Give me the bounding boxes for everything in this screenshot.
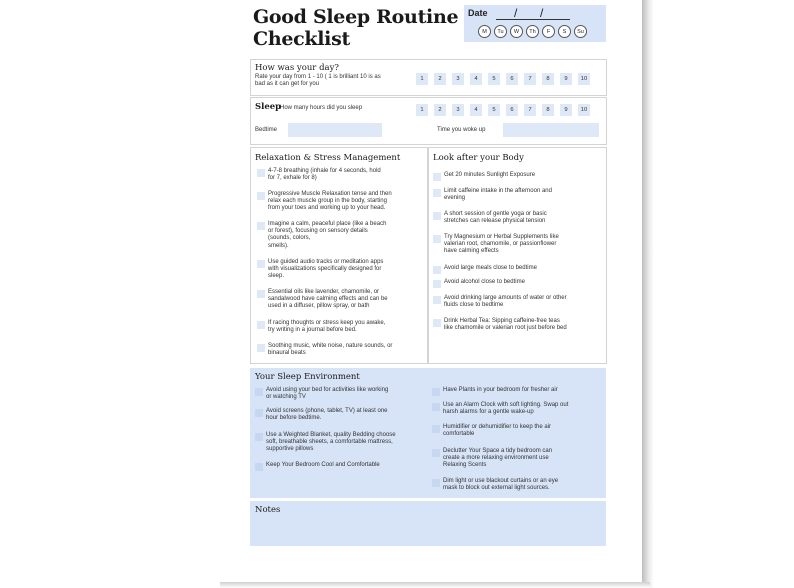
checklist-item — [257, 259, 383, 281]
checkbox[interactable] — [433, 296, 441, 304]
notes-section[interactable] — [250, 501, 606, 546]
sleep-hour-option[interactable]: 3 — [452, 104, 464, 116]
day-rating-option[interactable]: 7 — [524, 73, 536, 85]
text-line: Avoid large meals close to bedtime — [444, 265, 537, 271]
text-line: Keep Your Bedroom Cool and Comfortable — [266, 462, 380, 468]
checklist-item-text — [268, 168, 381, 182]
sleep-hour-option[interactable]: 8 — [542, 104, 554, 116]
checklist-item-text — [444, 265, 537, 272]
text-line: comfortable — [443, 431, 475, 438]
checklist-item — [432, 402, 568, 416]
bedtime-field[interactable] — [288, 123, 382, 137]
checklist-item — [257, 289, 388, 311]
page-title — [253, 6, 458, 50]
checklist-item-text — [444, 295, 567, 309]
text-line: Soothing music, white noise, nature sounds, or — [268, 343, 393, 349]
checklist-item — [433, 172, 535, 181]
text-line: smells). — [268, 242, 289, 249]
text-line: Avoid drinking large amounts of water or other — [444, 295, 567, 301]
checklist-item — [433, 188, 552, 202]
text-line: If racing thoughts or stress keep you awake, — [268, 320, 386, 326]
text-line: Progressive Muscle Relaxation tense and then — [268, 191, 392, 197]
text-line: Use an Alarm Clock with soft lighting. Swap out — [443, 402, 569, 408]
checkbox[interactable] — [255, 388, 263, 396]
checkbox[interactable] — [432, 425, 440, 433]
day-circle[interactable]: F — [542, 25, 555, 38]
environment-heading: Your Sleep Environment — [255, 372, 360, 382]
sleep-heading: Sleep — [255, 102, 282, 112]
checklist-item — [257, 168, 381, 182]
day-rating-option[interactable]: 10 — [578, 73, 590, 85]
text-line: stretches can release physical tension — [444, 218, 546, 225]
checklist-item-text — [268, 259, 383, 281]
text-line: Imagine a calm, peaceful place (like a beach — [268, 221, 387, 227]
day-rating-option[interactable]: 5 — [488, 73, 500, 85]
checklist-item-text — [444, 318, 567, 332]
day-circle[interactable]: Tu — [494, 25, 507, 38]
text-line: Essential oils like lavender, chamomile, or — [268, 289, 380, 295]
date-slash-2: / — [540, 6, 544, 20]
text-line: sleep. — [268, 273, 285, 280]
text-line: sandalwood have calming effects and can be — [268, 296, 388, 303]
checklist-item-text — [444, 211, 547, 225]
title-line-2: Checklist — [253, 28, 350, 50]
text-line: Have Plants in your bedroom for fresher air — [443, 387, 558, 393]
environment-section — [250, 368, 606, 498]
wake-time-field[interactable] — [503, 123, 599, 137]
text-line: Try Magnesium or Herbal Supplements like — [444, 234, 559, 240]
checklist-item — [432, 478, 558, 492]
text-line: mask to block out external light sources. — [443, 485, 550, 492]
text-line: soft, breathable sheets, a comfortable mattress, — [266, 439, 393, 446]
checklist-item — [432, 424, 551, 438]
date-slash-1: / — [514, 6, 518, 20]
day-circle[interactable]: W — [510, 25, 523, 38]
text-line: Drink Herbal Tea: Sipping caffeine-free teas — [444, 318, 560, 324]
text-line: (sounds, colors, — [268, 235, 311, 242]
checkbox[interactable] — [433, 235, 441, 243]
checklist-item — [255, 387, 388, 401]
checkbox[interactable] — [432, 449, 440, 457]
day-circle[interactable]: S — [558, 25, 571, 38]
sleep-hour-option[interactable]: 1 — [416, 104, 428, 116]
checkbox[interactable] — [433, 173, 441, 181]
bedtime-label: Bedtime — [255, 127, 278, 133]
checkbox[interactable] — [257, 321, 265, 329]
text-line: 4-7-8 breathing (inhale for 4 seconds, hold — [268, 168, 381, 174]
sleep-hour-option[interactable]: 5 — [488, 104, 500, 116]
checklist-item-text — [266, 432, 396, 454]
text-line: supportive pillows — [266, 446, 314, 453]
sleep-hour-option[interactable]: 2 — [434, 104, 446, 116]
notes-heading: Notes — [255, 505, 281, 515]
text-line: like chamomile or valerian root just before bed — [444, 325, 567, 332]
text-line: Avoid screens (phone, tablet, TV) at least one — [266, 408, 388, 414]
checklist-item-text — [268, 221, 386, 250]
text-line: evening — [444, 195, 466, 202]
day-rating-option[interactable]: 1 — [416, 73, 428, 85]
text-line: for 7, exhale for 8) — [268, 175, 317, 182]
sleep-section — [250, 97, 607, 145]
day-rating-option[interactable]: 9 — [560, 73, 572, 85]
checklist-item-text — [444, 188, 552, 202]
checkbox[interactable] — [257, 290, 265, 298]
checkbox[interactable] — [432, 479, 440, 487]
checklist-item — [433, 265, 537, 274]
day-rating-section — [250, 59, 607, 96]
weekday-selector — [478, 25, 587, 38]
checkbox[interactable] — [257, 260, 265, 268]
checkbox[interactable] — [433, 212, 441, 220]
checkbox[interactable] — [257, 169, 265, 177]
day-rating-option[interactable]: 6 — [506, 73, 518, 85]
day-circle[interactable]: Su — [574, 25, 587, 38]
text-line: Avoid using your bed for activities like working — [266, 387, 389, 393]
checklist-item-text — [443, 402, 568, 416]
checkbox[interactable] — [433, 266, 441, 274]
checkbox[interactable] — [432, 388, 440, 396]
relaxation-heading: Relaxation & Stress Management — [255, 153, 401, 163]
text-line: try writing in a journal before bed. — [268, 327, 357, 334]
text-line: Relaxing Scents — [443, 462, 487, 469]
checkbox[interactable] — [255, 409, 263, 417]
date-label: Date — [468, 8, 488, 18]
sleep-hour-option[interactable]: 10 — [578, 104, 590, 116]
checkbox[interactable] — [433, 189, 441, 197]
body-heading: Look after your Body — [433, 153, 524, 163]
checklist-item — [255, 432, 396, 454]
sleep-hour-option[interactable]: 6 — [506, 104, 518, 116]
checklist-item-text — [268, 289, 388, 311]
text-line: Declutter Your Space a tidy bedroom can — [443, 448, 553, 454]
checklist-item-text — [268, 343, 392, 357]
text-line: Humidifier or dehumidifier to keep the air — [443, 424, 552, 430]
checklist-item — [257, 343, 392, 357]
text-line: or forest), focusing on sensory details — [268, 228, 368, 235]
sleep-hour-option[interactable]: 4 — [470, 104, 482, 116]
checkbox[interactable] — [257, 222, 265, 230]
day-rating-option[interactable]: 2 — [434, 73, 446, 85]
sleep-desc: How many hours did you sleep — [280, 105, 363, 111]
checkbox[interactable] — [257, 192, 265, 200]
day-circle[interactable]: M — [478, 25, 491, 38]
day-rating-desc-2: bad as it can get for you — [255, 81, 320, 87]
text-line: relax each muscle group in the body, starting — [268, 198, 387, 205]
checklist-item — [433, 234, 559, 256]
text-line: or watching TV — [266, 394, 306, 401]
day-circle[interactable]: Th — [526, 25, 539, 38]
day-rating-scale — [416, 73, 590, 85]
text-line: have calming effects — [444, 248, 499, 255]
date-field[interactable] — [496, 19, 570, 20]
checklist-item — [257, 221, 386, 250]
date-panel — [464, 5, 606, 42]
checklist-item-text — [444, 172, 535, 179]
checklist-item — [257, 320, 385, 334]
text-line: Avoid alcohol close to bedtime — [444, 279, 525, 285]
checklist-item — [433, 211, 547, 225]
text-line: harsh alarms for a gentle wake-up — [443, 409, 534, 416]
page-bottom-shadow — [220, 582, 650, 588]
checklist-item — [255, 462, 380, 471]
text-line: Dim light or use blackout curtains or an eye — [443, 478, 559, 484]
day-rating-option[interactable]: 8 — [542, 73, 554, 85]
checklist-item — [432, 448, 552, 470]
text-line: fluids close to bedtime — [444, 302, 504, 309]
title-line-1: Good Sleep Routine — [253, 6, 459, 28]
text-line: used in a diffuser, pillow spray, or bath — [268, 303, 370, 310]
checklist-item — [255, 408, 388, 422]
checklist-item-text — [268, 320, 385, 334]
checkbox[interactable] — [255, 463, 263, 471]
text-line: binaural beats — [268, 350, 306, 357]
checklist-item — [433, 318, 567, 332]
checkbox[interactable] — [433, 319, 441, 327]
sleep-hours-scale — [416, 104, 590, 116]
text-line: with visualizations specifically designed for — [268, 266, 382, 273]
checklist-item-text — [268, 191, 392, 213]
day-rating-heading: How was your day? — [255, 63, 339, 73]
checklist-item-text — [443, 478, 558, 492]
checkbox[interactable] — [255, 433, 263, 441]
page-edge-shadow — [642, 0, 654, 588]
checklist-item-text — [444, 279, 525, 286]
checkbox[interactable] — [433, 280, 441, 288]
checkbox[interactable] — [432, 403, 440, 411]
text-line: A short session of gentle yoga or basic — [444, 211, 547, 217]
text-line: Use a Weighted Blanket, quality Bedding choose — [266, 432, 396, 438]
checklist-item-text — [443, 424, 551, 438]
checklist-item-text — [443, 387, 558, 394]
day-rating-desc-1: Rate your day from 1 - 10 ( 1 is brilliant 10 is as — [255, 74, 381, 80]
text-line: Get 20 minutes Sunlight Exposure — [444, 172, 536, 178]
checklist-item — [257, 191, 392, 213]
text-line: Limit caffeine intake in the afternoon and — [444, 188, 552, 194]
checklist-item-text — [444, 234, 559, 256]
day-rating-option[interactable]: 3 — [452, 73, 464, 85]
checklist-item-text — [266, 408, 388, 422]
relaxation-section — [250, 147, 428, 364]
text-line: from your toes and working up to your head. — [268, 205, 386, 212]
text-line: Use guided audio tracks or meditation apps — [268, 259, 384, 265]
sleep-hour-option[interactable]: 7 — [524, 104, 536, 116]
text-line: hour before bedtime. — [266, 415, 322, 422]
checklist-item-text — [266, 462, 380, 469]
sleep-hour-option[interactable]: 9 — [560, 104, 572, 116]
checkbox[interactable] — [257, 344, 265, 352]
day-rating-option[interactable]: 4 — [470, 73, 482, 85]
checklist-item — [432, 387, 558, 396]
checklist-item-text — [266, 387, 388, 401]
checklist-item — [433, 295, 567, 309]
text-line: create a more relaxing environment use — [443, 455, 549, 462]
wake-time-label: Time you woke up — [437, 127, 486, 133]
checklist-item-text — [443, 448, 552, 470]
checklist-item — [433, 279, 525, 288]
body-section — [428, 147, 607, 364]
text-line: valerian root, chamomile, or passionflower — [444, 241, 557, 248]
